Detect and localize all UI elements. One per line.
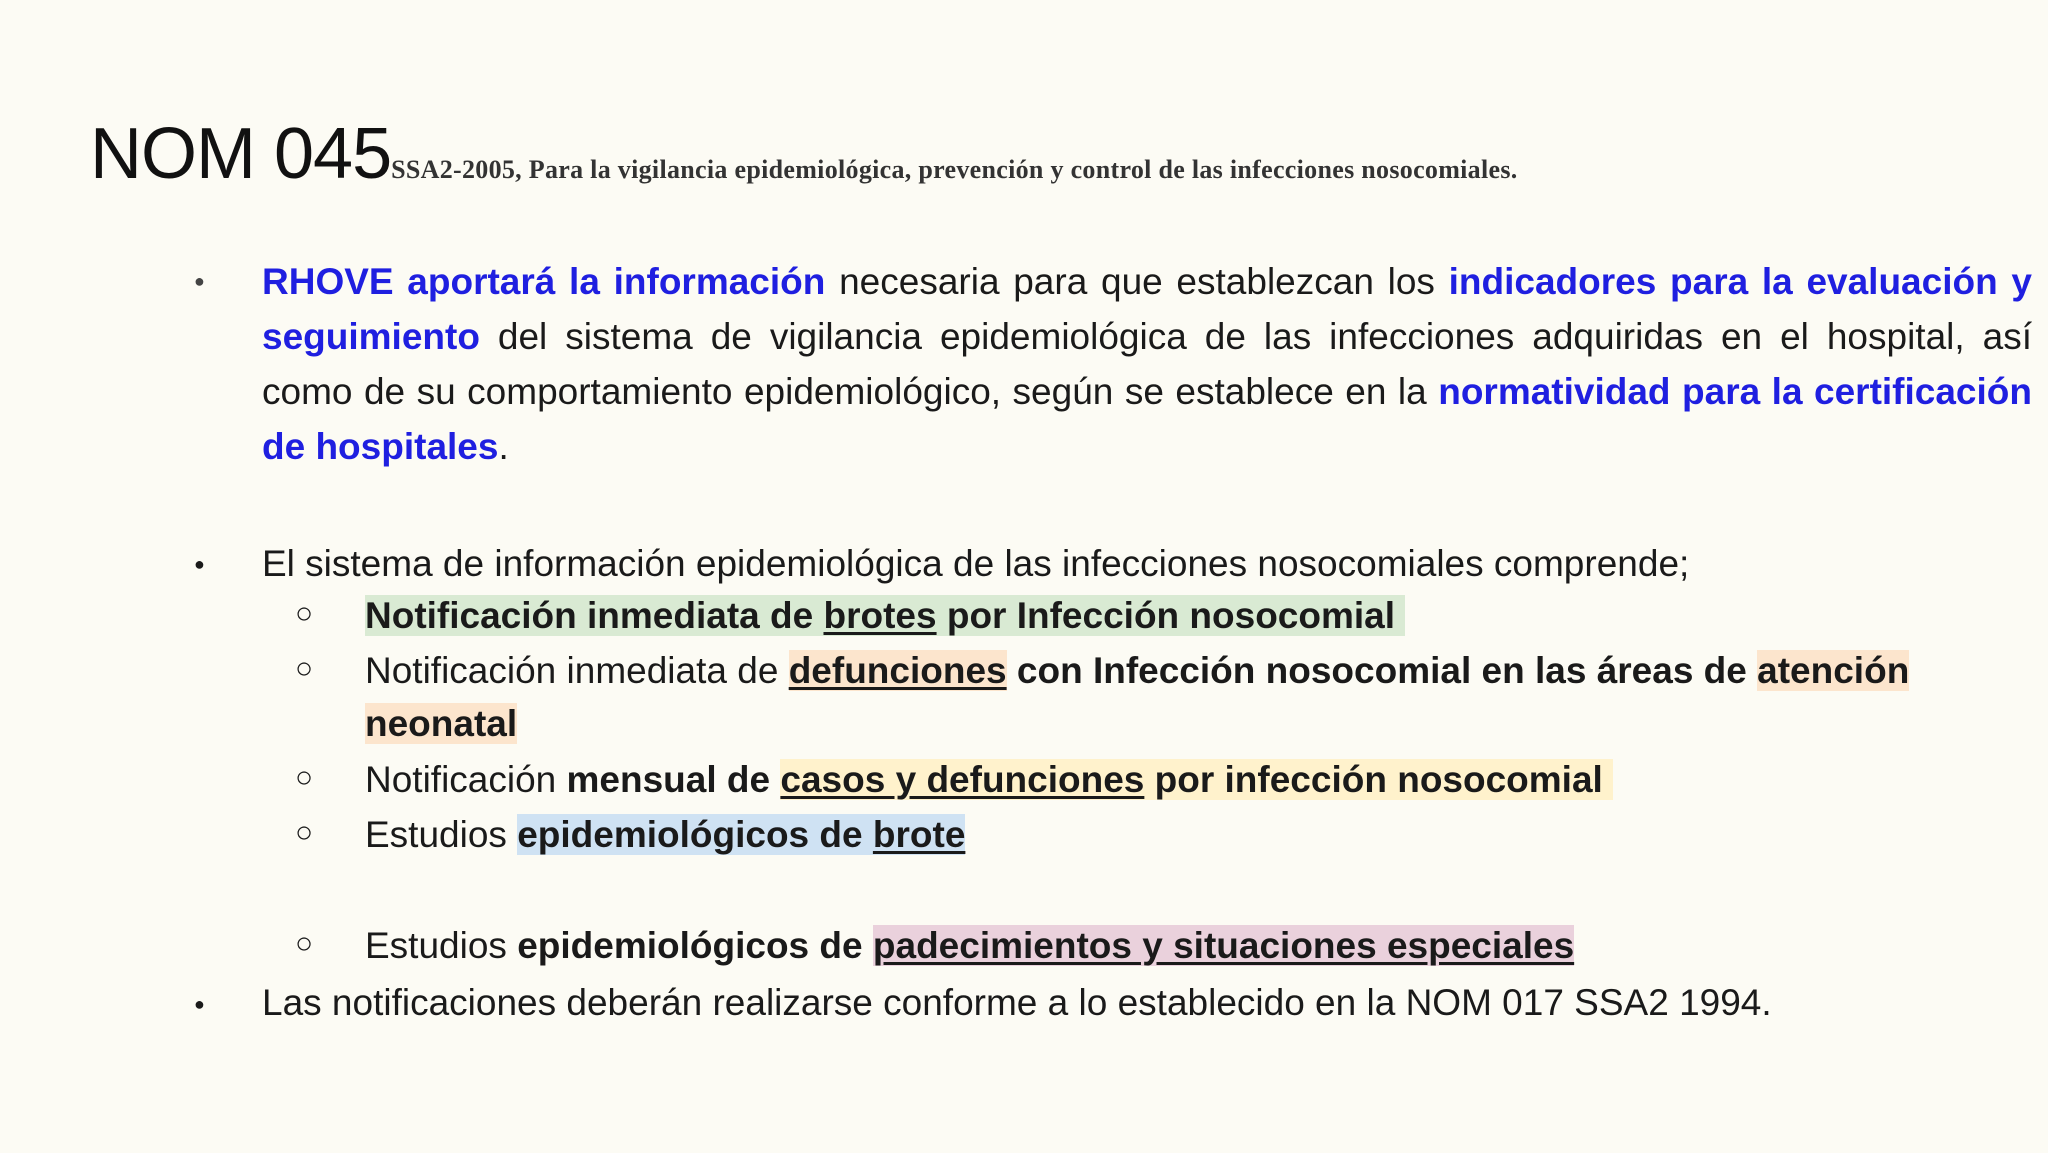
indicators-emphasis: indicadores para la evaluación y seguimiento	[262, 261, 2032, 357]
sub-bullet-4: ○	[295, 816, 314, 849]
sub-item-1-c: por Infección nosocomial	[936, 595, 1396, 636]
sub-item-5-a: Estudios	[365, 925, 518, 966]
sub-item-3-a: Notificación	[365, 759, 567, 800]
sub-item-4-c: brote	[872, 814, 966, 855]
sub-bullet-1: ○	[295, 597, 314, 630]
sub-item-4-b: epidemiológicos de	[517, 814, 873, 855]
sub-item-3-b: mensual de	[566, 759, 781, 800]
paragraph-rhove	[262, 254, 2032, 474]
sub-item-2-b: defunciones	[788, 650, 1007, 691]
sub-item-2	[365, 643, 1909, 698]
title-subtitle: SSA2-2005, Para la vigilancia epidemiológica, prevención y control de las infecciones nosocomiales.	[391, 155, 1518, 184]
info-system-intro: El sistema de información epidemiológica de las infecciones nosocomiales comprende;	[262, 543, 1690, 584]
sub-item-2-a: Notificación inmediata de	[365, 650, 789, 691]
bullet-2: ●	[194, 554, 205, 574]
sub-item-1-highlight	[365, 595, 1405, 636]
sub-item-2-d: atención	[1757, 650, 1910, 691]
sub-item-2-e: neonatal	[365, 703, 518, 744]
slide-title	[90, 114, 1518, 194]
para1-text-a: necesaria para que establezcan los	[825, 261, 1449, 302]
sub-item-3-d: por infección nosocomial	[1144, 759, 1603, 800]
sub-bullet-3: ○	[295, 761, 314, 794]
sub-item-5-b: epidemiológicos de	[517, 925, 873, 966]
notifications-statement: Las notificaciones deberán realizarse conforme a lo establecido en la NOM 017 SSA2 1994.	[262, 982, 1772, 1023]
bullet-3: ●	[194, 994, 205, 1014]
sub-item-5-c: padecimientos y situaciones especiales	[872, 925, 1575, 966]
sub-item-5	[365, 918, 1574, 973]
sub-bullet-2: ○	[295, 652, 314, 685]
para1-text-b: del sistema de vigilancia epidemiológica de las infecciones adquiridas en el hospital, así como de su comportamiento epidemiológico, según se establece en la	[262, 316, 2032, 412]
sub-item-3-c: casos y defunciones	[780, 759, 1145, 800]
sub-item-1-b: brotes	[823, 595, 937, 636]
sub-bullet-5: ○	[295, 927, 314, 960]
para1-period: .	[498, 426, 509, 467]
sub-item-2-cont	[365, 696, 517, 751]
bullet-1: ●	[194, 271, 205, 291]
sub-item-2-c: con Infección nosocomial en las áreas de	[1006, 650, 1758, 691]
sub-item-4	[365, 807, 965, 862]
sub-item-3	[365, 752, 1613, 807]
sub-item-3-highlight	[780, 759, 1613, 800]
sub-item-4-highlight	[517, 814, 965, 855]
rhove-emphasis: RHOVE aportará la información	[262, 261, 826, 302]
sub-item-1-a: Notificación inmediata de	[365, 595, 824, 636]
title-main: NOM 045	[90, 114, 392, 194]
sub-item-4-a: Estudios	[365, 814, 518, 855]
normatividad-emphasis: normatividad para la certificación de hospitales	[262, 371, 2032, 467]
sub-item-1	[365, 588, 1405, 643]
